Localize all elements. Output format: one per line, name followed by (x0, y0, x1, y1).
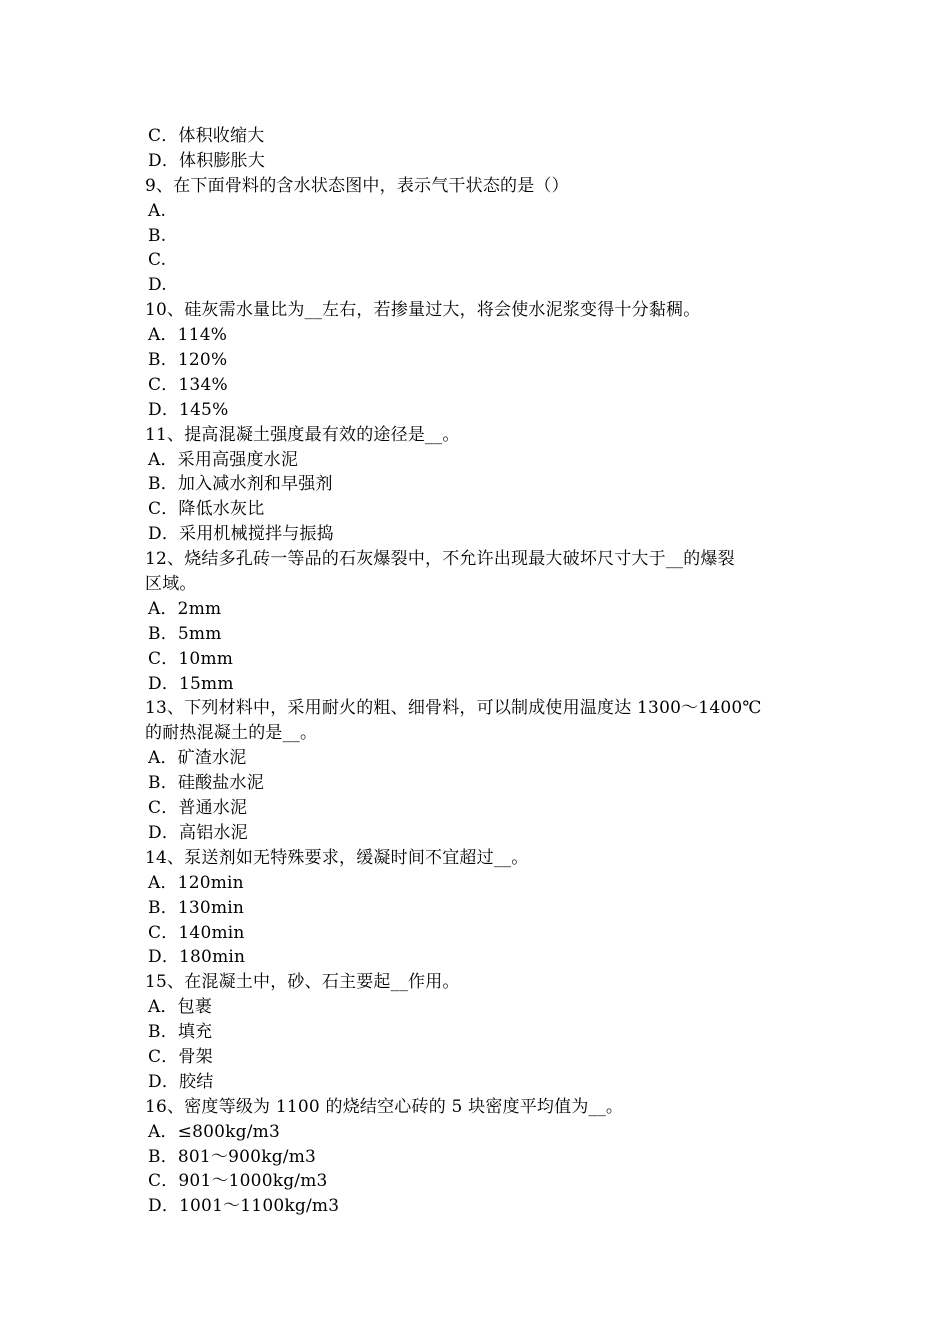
answer-option: D. (148, 275, 167, 296)
answer-option: B．130min (148, 897, 245, 918)
answer-option: A．114% (148, 325, 228, 346)
answer-option: B．120% (148, 350, 228, 371)
question-text: 12、烧结多孔砖一等品的石灰爆裂中，不允许出现最大破坏尺寸大于__的爆裂 (145, 549, 735, 570)
answer-option: B. (148, 225, 167, 246)
answer-option: C．体积收缩大 (148, 126, 265, 146)
question-text: 16、密度等级为 1100 的烧结空心砖的 5 块密度平均值为__。 (145, 1096, 624, 1117)
answer-option: A．2mm (148, 598, 222, 619)
answer-option: D．180min (148, 947, 246, 968)
question-text: 14、泵送剂如无特殊要求，缓凝时间不宜超过__。 (145, 847, 529, 868)
answer-option: C．降低水灰比 (148, 499, 265, 520)
question-text: 10、硅灰需水量比为__左右，若掺量过大，将会使水泥浆变得十分黏稠。 (145, 300, 701, 321)
answer-option: A．120min (148, 872, 244, 893)
answer-option: D．高铝水泥 (148, 822, 248, 843)
answer-option: A. (148, 200, 167, 221)
answer-option: C. (148, 250, 167, 271)
answer-option: B．填充 (148, 1022, 213, 1043)
answer-option: D．胶结 (148, 1071, 214, 1092)
answer-option: B．加入减水剂和早强剂 (148, 474, 333, 495)
answer-option: D．采用机械搅拌与振捣 (148, 524, 334, 545)
answer-option: B．5mm (148, 623, 222, 644)
question-text: 11、提高混凝土强度最有效的途径是__。 (145, 424, 460, 445)
answer-option: A．≤800kg/m3 (148, 1121, 281, 1142)
question-text: 区域。 (145, 574, 197, 595)
question-text: 15、在混凝土中，砂、石主要起__作用。 (145, 972, 460, 993)
answer-option: B．硅酸盐水泥 (148, 773, 264, 794)
answer-option: C．10mm (148, 648, 234, 669)
answer-option: D．15mm (148, 673, 234, 694)
answer-option: C．901～1000kg/m3 (148, 1171, 328, 1192)
answer-option: D．体积膨胀大 (148, 150, 266, 171)
answer-option: C．134% (148, 374, 228, 395)
question-text: 9、在下面骨料的含水状态图中，表示气干状态的是（） (145, 175, 569, 196)
question-text: 13、下列材料中，采用耐火的粗、细骨料，可以制成使用温度达 1300～1400℃ (145, 698, 762, 719)
answer-option: A．矿渣水泥 (148, 748, 247, 769)
answer-option: C．140min (148, 922, 245, 943)
question-text: 的耐热混凝土的是__。 (145, 723, 318, 744)
document-body (145, 124, 815, 1219)
answer-option: C．骨架 (148, 1046, 213, 1067)
answer-option: A．包裹 (148, 997, 213, 1018)
answer-option: B．801～900kg/m3 (148, 1146, 317, 1167)
answer-option: D．1001～1100kg/m3 (148, 1196, 340, 1217)
answer-option: D．145% (148, 399, 229, 420)
answer-option: C．普通水泥 (148, 798, 248, 819)
answer-option: A．采用高强度水泥 (148, 449, 299, 470)
